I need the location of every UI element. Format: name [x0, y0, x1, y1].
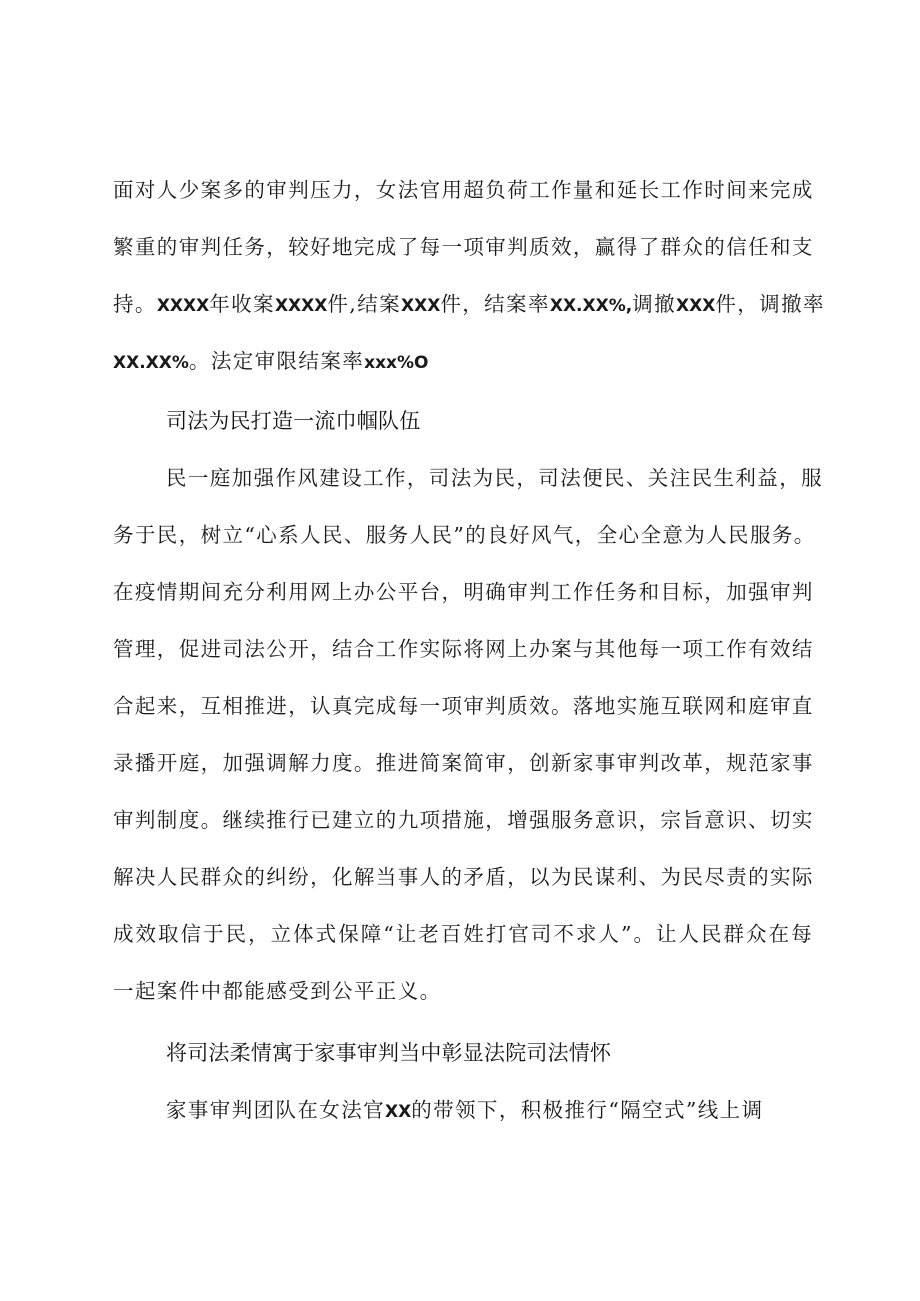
- paragraph-line: 合起来，互相推进，认真完成每一项审判质效。落地实施互联网和庭审直: [113, 694, 814, 718]
- placeholder-number: xxx%O: [364, 353, 429, 373]
- paragraph-line: 在疫情期间充分利用网上办公平台，明确审判工作任务和目标，加强审判: [113, 580, 814, 604]
- paragraph-line: 录播开庭，加强调解力度。推进简案简审，创新家事审判改革，规范家事: [113, 751, 814, 775]
- paragraph-line: [113, 347, 813, 377]
- text-run: 件，结案率: [440, 292, 550, 316]
- text-run: 家事审判团队在女法官: [166, 1098, 385, 1122]
- text-run: 件，调撤率: [715, 292, 825, 316]
- text-run: 年收案: [209, 292, 275, 316]
- placeholder-number: XXX: [401, 296, 441, 316]
- text-run: 的带领下，积极推行“隔空式”线上调: [411, 1098, 764, 1122]
- placeholder-name: XX: [385, 1102, 412, 1122]
- text-run: 件,结案: [327, 292, 402, 316]
- paragraph-line: 务于民，树立“心系人民、服务人民”的良好风气，全心全意为人民服务。: [113, 523, 816, 547]
- paragraph-line: [166, 1096, 813, 1126]
- paragraph-line: 面对人少案多的审判压力，女法官用超负荷工作量和延长工作时间来完成: [113, 178, 814, 202]
- section-heading: 将司法柔情寓于家事审判当中彰显法院司法情怀: [166, 1041, 612, 1065]
- text-run: 持。: [113, 292, 157, 316]
- paragraph-line: 一起案件中都能感受到公平正义。: [113, 979, 442, 1003]
- text-run: 调撤: [632, 292, 677, 316]
- paragraph-line: 繁重的审判任务，较好地完成了每一项审判质效，赢得了群众的信任和支: [113, 235, 814, 259]
- placeholder-number: XXXX: [274, 296, 328, 316]
- paragraph-line: 民一庭加强作风建设工作，司法为民，司法便民、关注民生利益，服: [166, 466, 823, 490]
- placeholder-number: XX.XX%,: [549, 296, 633, 316]
- paragraph-line: 解决人民群众的纠纷，化解当事人的矛盾，以为民谋利、为民尽责的实际: [113, 865, 814, 889]
- text-run: 。法定审限结案率: [188, 349, 365, 373]
- placeholder-number: XXX: [676, 296, 716, 316]
- placeholder-number: XX.XX%: [113, 353, 189, 373]
- placeholder-number: XXXX: [156, 296, 210, 316]
- paragraph-line: 审判制度。继续推行已建立的九项措施，增强服务意识，宗旨意识、切实: [113, 808, 814, 832]
- paragraph-line: [113, 290, 825, 320]
- section-heading: 司法为民打造一流巾帼队伍: [166, 409, 421, 433]
- paragraph-line: 成效取信于民，立体式保障“让老百姓打官司不求人”。让人民群众在每: [113, 922, 813, 946]
- paragraph-line: 管理，促进司法公开，结合工作实际将网上办案与其他每一项工作有效结: [113, 637, 814, 661]
